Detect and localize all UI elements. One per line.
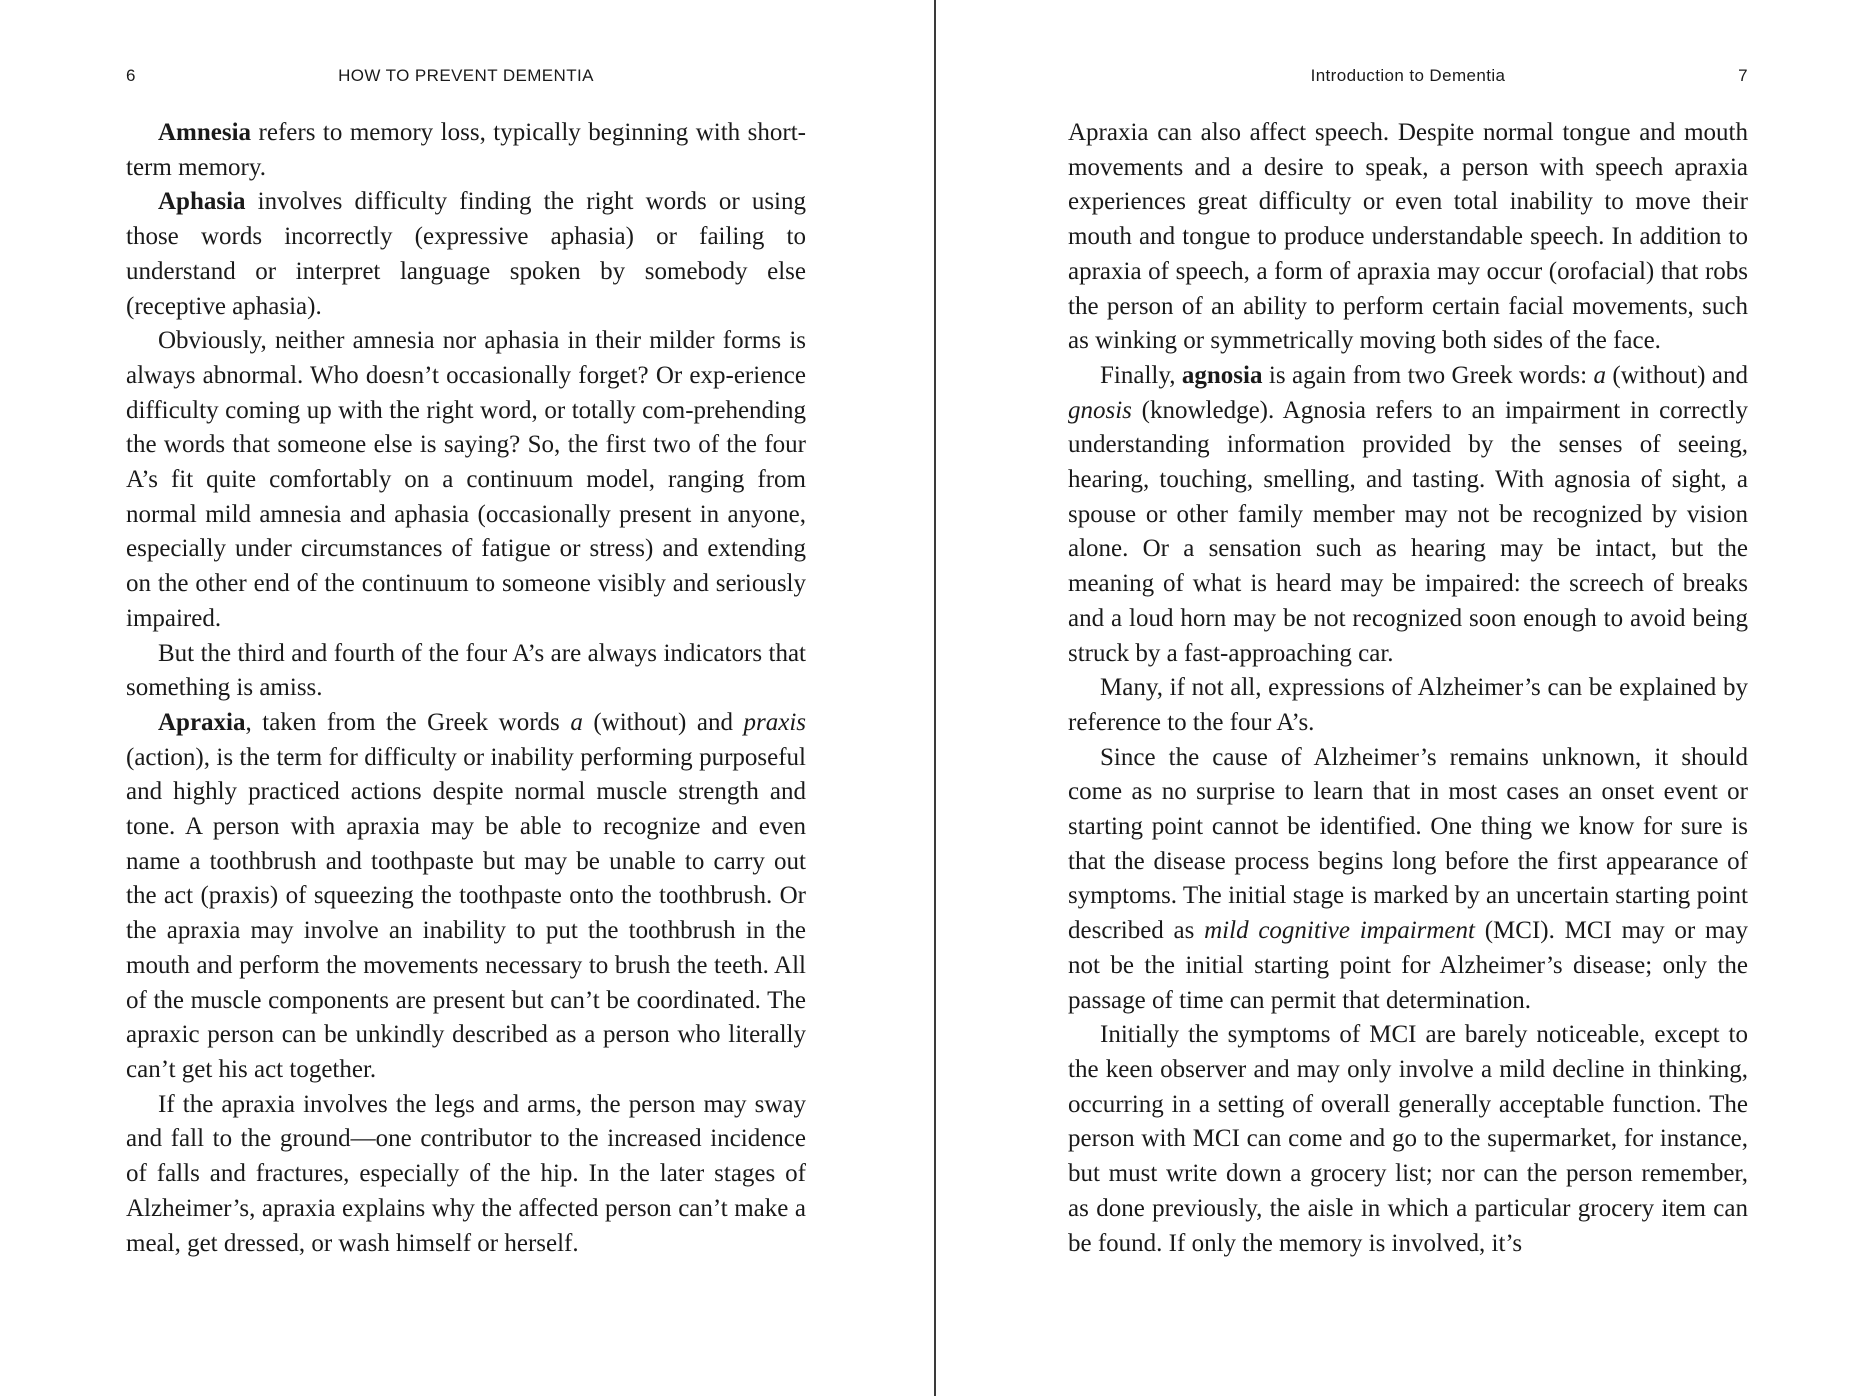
- paragraph: [126, 185, 806, 324]
- right-running-head: [1068, 66, 1748, 90]
- paragraph-text: , taken from the Greek words: [245, 708, 571, 736]
- paragraph-text: (without) and: [1606, 361, 1748, 389]
- paragraph-text: refers to memory loss, typically beginning with short-term memory.: [126, 119, 806, 181]
- paragraph: Apraxia can also affect speech. Despite normal tongue and mouth movements and a desire to speak, a person with speech apraxia experiences great difficulty or even total inability to move their mouth and tongue to produce understandable speech. In addition to apraxia of speech, a form of apraxia may occur (orofacial) that robs the person of an ability to perform certain facial movements, such as winking or symmetrically moving both sides of the face.: [1068, 119, 1748, 355]
- paragraph: But the third and fourth of the four A’s are always indicators that something is amiss.: [126, 639, 806, 702]
- paragraph: [126, 116, 806, 185]
- defined-term: Amnesia: [158, 119, 252, 146]
- paragraph: [126, 706, 806, 1088]
- italic-term: mild cognitive impairment: [1204, 917, 1475, 945]
- paragraph: If the apraxia involves the legs and arms, the person may sway and fall to the ground—one contributor to the increased incidence of falls and fractures, especially of the hip. In the later stages of Alzheimer’s, apraxia explains why the affected person can’t make a meal, get dressed, or wash himself or herself.: [126, 1090, 806, 1257]
- page-gutter-divider: [934, 0, 936, 1396]
- paragraph-text: (MCI). MCI may or may not be the initial starting point for Alzheimer’s disease; only the passage of time can permit that determination.: [1068, 917, 1748, 1014]
- book-title-header: HOW TO PREVENT DEMENTIA: [338, 66, 594, 85]
- paragraph: Obviously, neither amnesia nor aphasia in their milder forms is always abnormal. Who doesn’t occasionally forget? Or exp-erience difficulty coming up with the right word, or totally com-prehending the words that someone else is saying? So, the first two of the four A’s fit quite comfortably on a continuum model, ranging from normal mild amnesia and aphasia (occasionally present in anyone, especially under circumstances of fatigue or stress) and extending on the other end of the continuum to someone visibly and seriously impaired.: [126, 327, 806, 632]
- paragraph: Many, if not all, expressions of Alzheimer’s can be explained by reference to the four A’s.: [1068, 674, 1748, 736]
- paragraph: [1068, 741, 1748, 1019]
- paragraph-text: Finally,: [1100, 361, 1182, 389]
- paragraph-text: (without) and: [582, 708, 744, 736]
- left-running-head: [126, 66, 806, 90]
- paragraph-text: Since the cause of Alzheimer’s remains unknown, it should come as no surprise to learn that in most cases an onset event or starting point cannot be identified. One thing we know for sure is that the disease process begins long before the first appearance of symptoms. The initial stage is marked by an uncertain starting point described as: [1068, 743, 1748, 945]
- page-number: 6: [126, 66, 136, 85]
- paragraph: [1068, 359, 1748, 671]
- italic-term: praxis: [743, 708, 806, 736]
- paragraph-text: (knowledge). Agnosia refers to an impairment in correctly understanding information provided by the senses of seeing, hearing, touching, smelling, and tasting. With agnosia of sight, a spouse or other family member may not be recognized by vision alone. Or a sensation such as hearing may be intact, but the meaning of what is heard may be impaired: the screech of breaks and a loud horn may be not recognized soon enough to avoid being struck by a fast-approaching car.: [1068, 396, 1748, 667]
- defined-term: Aphasia: [158, 188, 246, 216]
- italic-term: gnosis: [1068, 396, 1132, 424]
- italic-term: a: [1593, 361, 1606, 389]
- defined-term: agnosia: [1181, 361, 1263, 389]
- paragraph: Initially the symptoms of MCI are barely noticeable, except to the keen observer and may only involve a mild decline in thinking, occurring in a setting of overall generally acceptable function. The person with MCI can come and go to the supermarket, for instance, but must write down a grocery list; nor can the person remember, as done previously, the aisle in which a particular grocery item can be found. If only the memory is involved, it’s: [1068, 1021, 1748, 1257]
- paragraph-text: involves difficulty finding the right words or using those words incorrectly (expressive aphasia) or failing to understand or interpret language spoken by somebody else (receptive aphasia).: [126, 188, 806, 320]
- paragraph-text: is again from two Greek words:: [1262, 361, 1594, 389]
- chapter-title-header: Introduction to Dementia: [1310, 66, 1506, 85]
- left-body-text: [126, 116, 806, 1261]
- page-number: 7: [1738, 66, 1748, 85]
- right-body-text: [1068, 116, 1748, 1261]
- right-page: [1068, 0, 1748, 1396]
- left-page: [126, 0, 806, 1396]
- paragraph-text: (action), is the term for difficulty or inability performing purposeful and highly practiced actions despite normal muscle strength and tone. A person with apraxia may be able to recognize and even name a toothbrush and toothpaste but may be unable to carry out the act (praxis) of squeezing the toothpaste onto the toothbrush. Or the apraxia may involve an inability to put the toothbrush in the mouth and perform the movements necessary to brush the teeth. All of the muscle components are present but can’t be coordinated. The apraxic person can be unkindly described as a person who literally can’t get his act together.: [126, 743, 806, 1083]
- defined-term: Apraxia: [158, 708, 246, 736]
- italic-term: a: [570, 708, 583, 736]
